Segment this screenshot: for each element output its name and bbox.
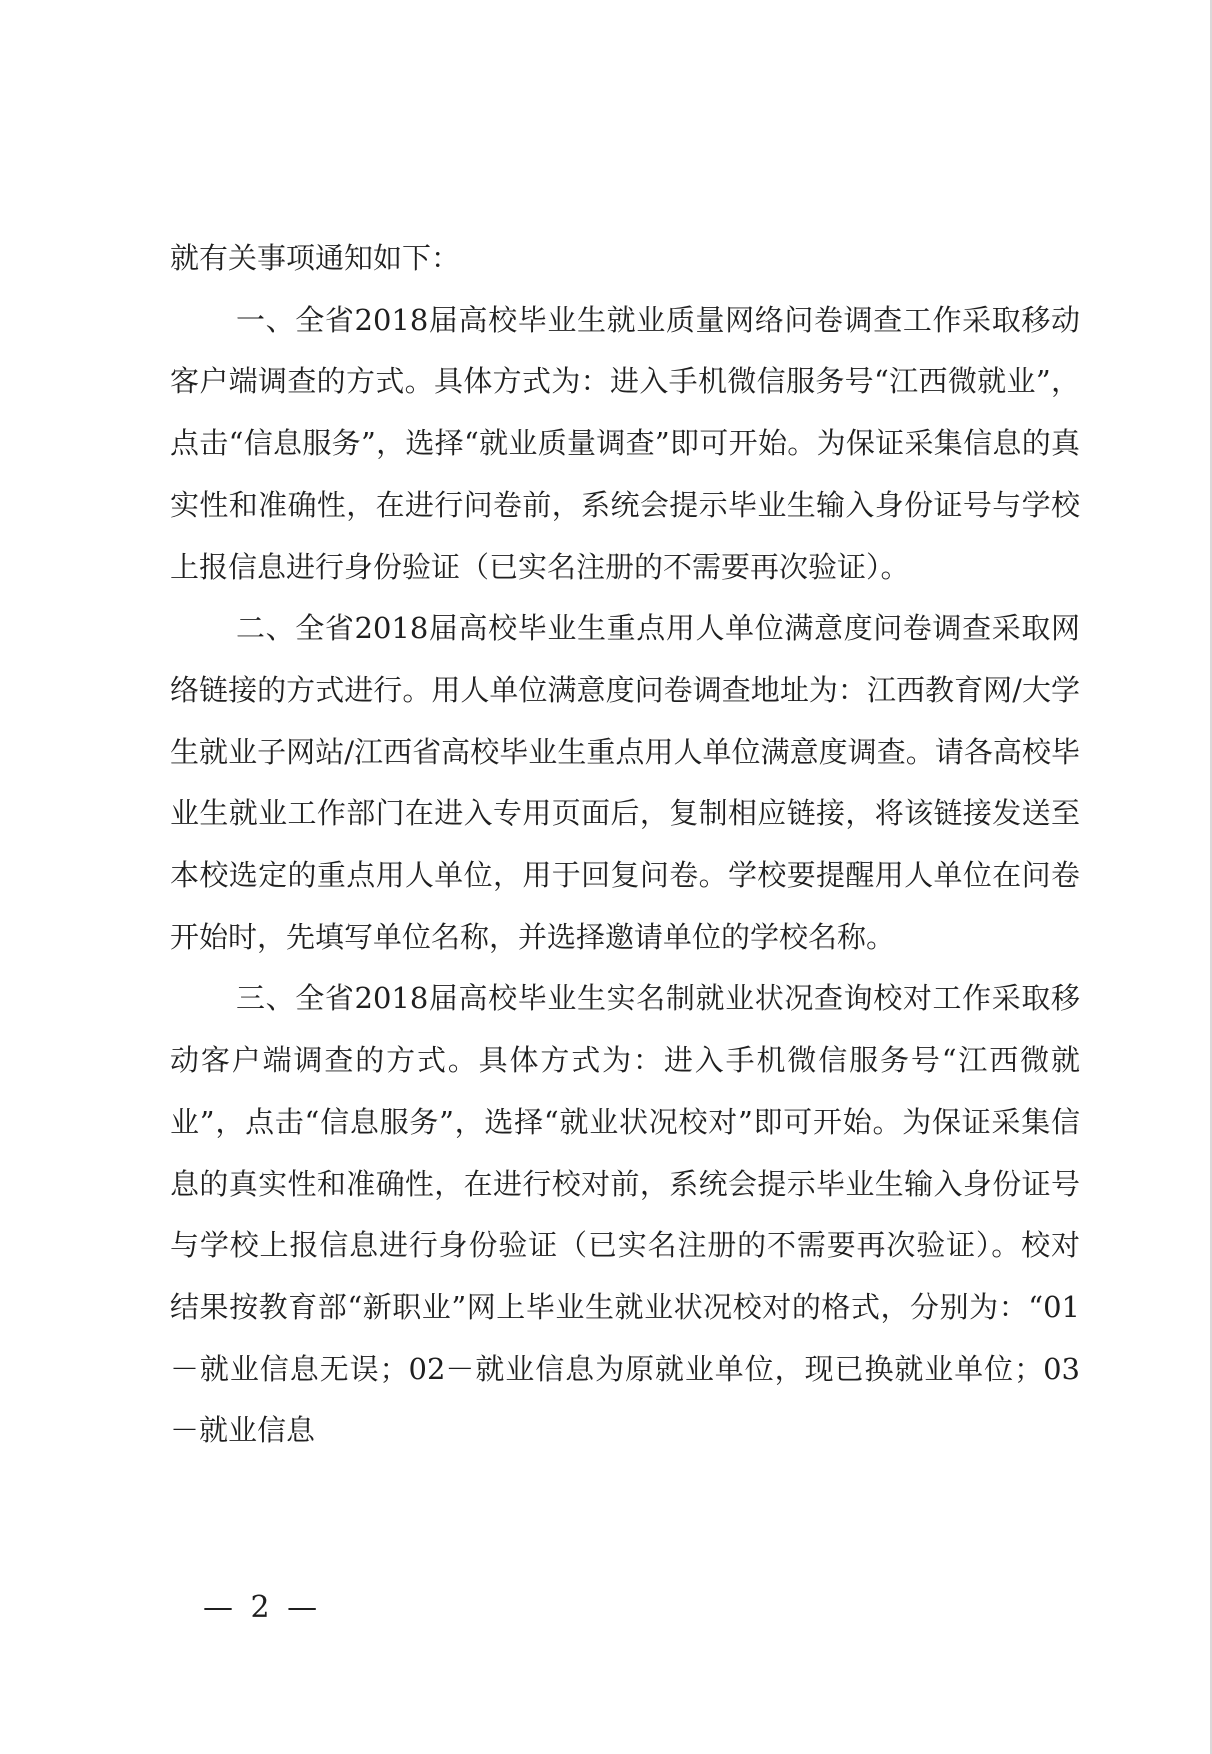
body-text (170, 228, 1080, 1462)
paragraph-two: 二、全省2018届高校毕业生重点用人单位满意度问卷调查采取网络链接的方式进行。用人单位满意度问卷调查地址为：江西教育网/大学生就业子网站/江西省高校毕业生重点用人单位满意度调查。请各高校毕业生就业工作部门在进入专用页面后，复制相应链接，将该链接发送至本校选定的重点用人单位，用于回复问卷。学校要提醒用人单位在问卷开始时，先填写单位名称，并选择邀请单位的学校名称。 (170, 611, 1080, 954)
paragraph-three: 三、全省2018届高校毕业生实名制就业状况查询校对工作采取移动客户端调查的方式。具体方式为：进入手机微信服务号“江西微就业”，点击“信息服务”，选择“就业状况校对”即可开始。为保证采集信息的真实性和准确性，在进行校对前，系统会提示毕业生输入身份证号与学校上报信息进行身份验证（已实名注册的不需要再次验证）。校对结果按教育部“新职业”网上毕业生就业状况校对的格式，分别为：“01－就业信息无误；02－就业信息为原就业单位，现已换就业单位；03－就业信息 (170, 981, 1080, 1448)
page-number: — 2 — (203, 1590, 322, 1625)
paragraph-one: 一、全省2018届高校毕业生就业质量网络问卷调查工作采取移动客户端调查的方式。具体方式为：进入手机微信服务号“江西微就业”，点击“信息服务”，选择“就业质量调查”即可开始。为保证采集信息的真实性和准确性，在进行问卷前，系统会提示毕业生输入身份证号与学校上报信息进行身份验证（已实名注册的不需要再次验证）。 (170, 302, 1080, 584)
paragraph-intro: 就有关事项通知如下： (170, 241, 461, 275)
